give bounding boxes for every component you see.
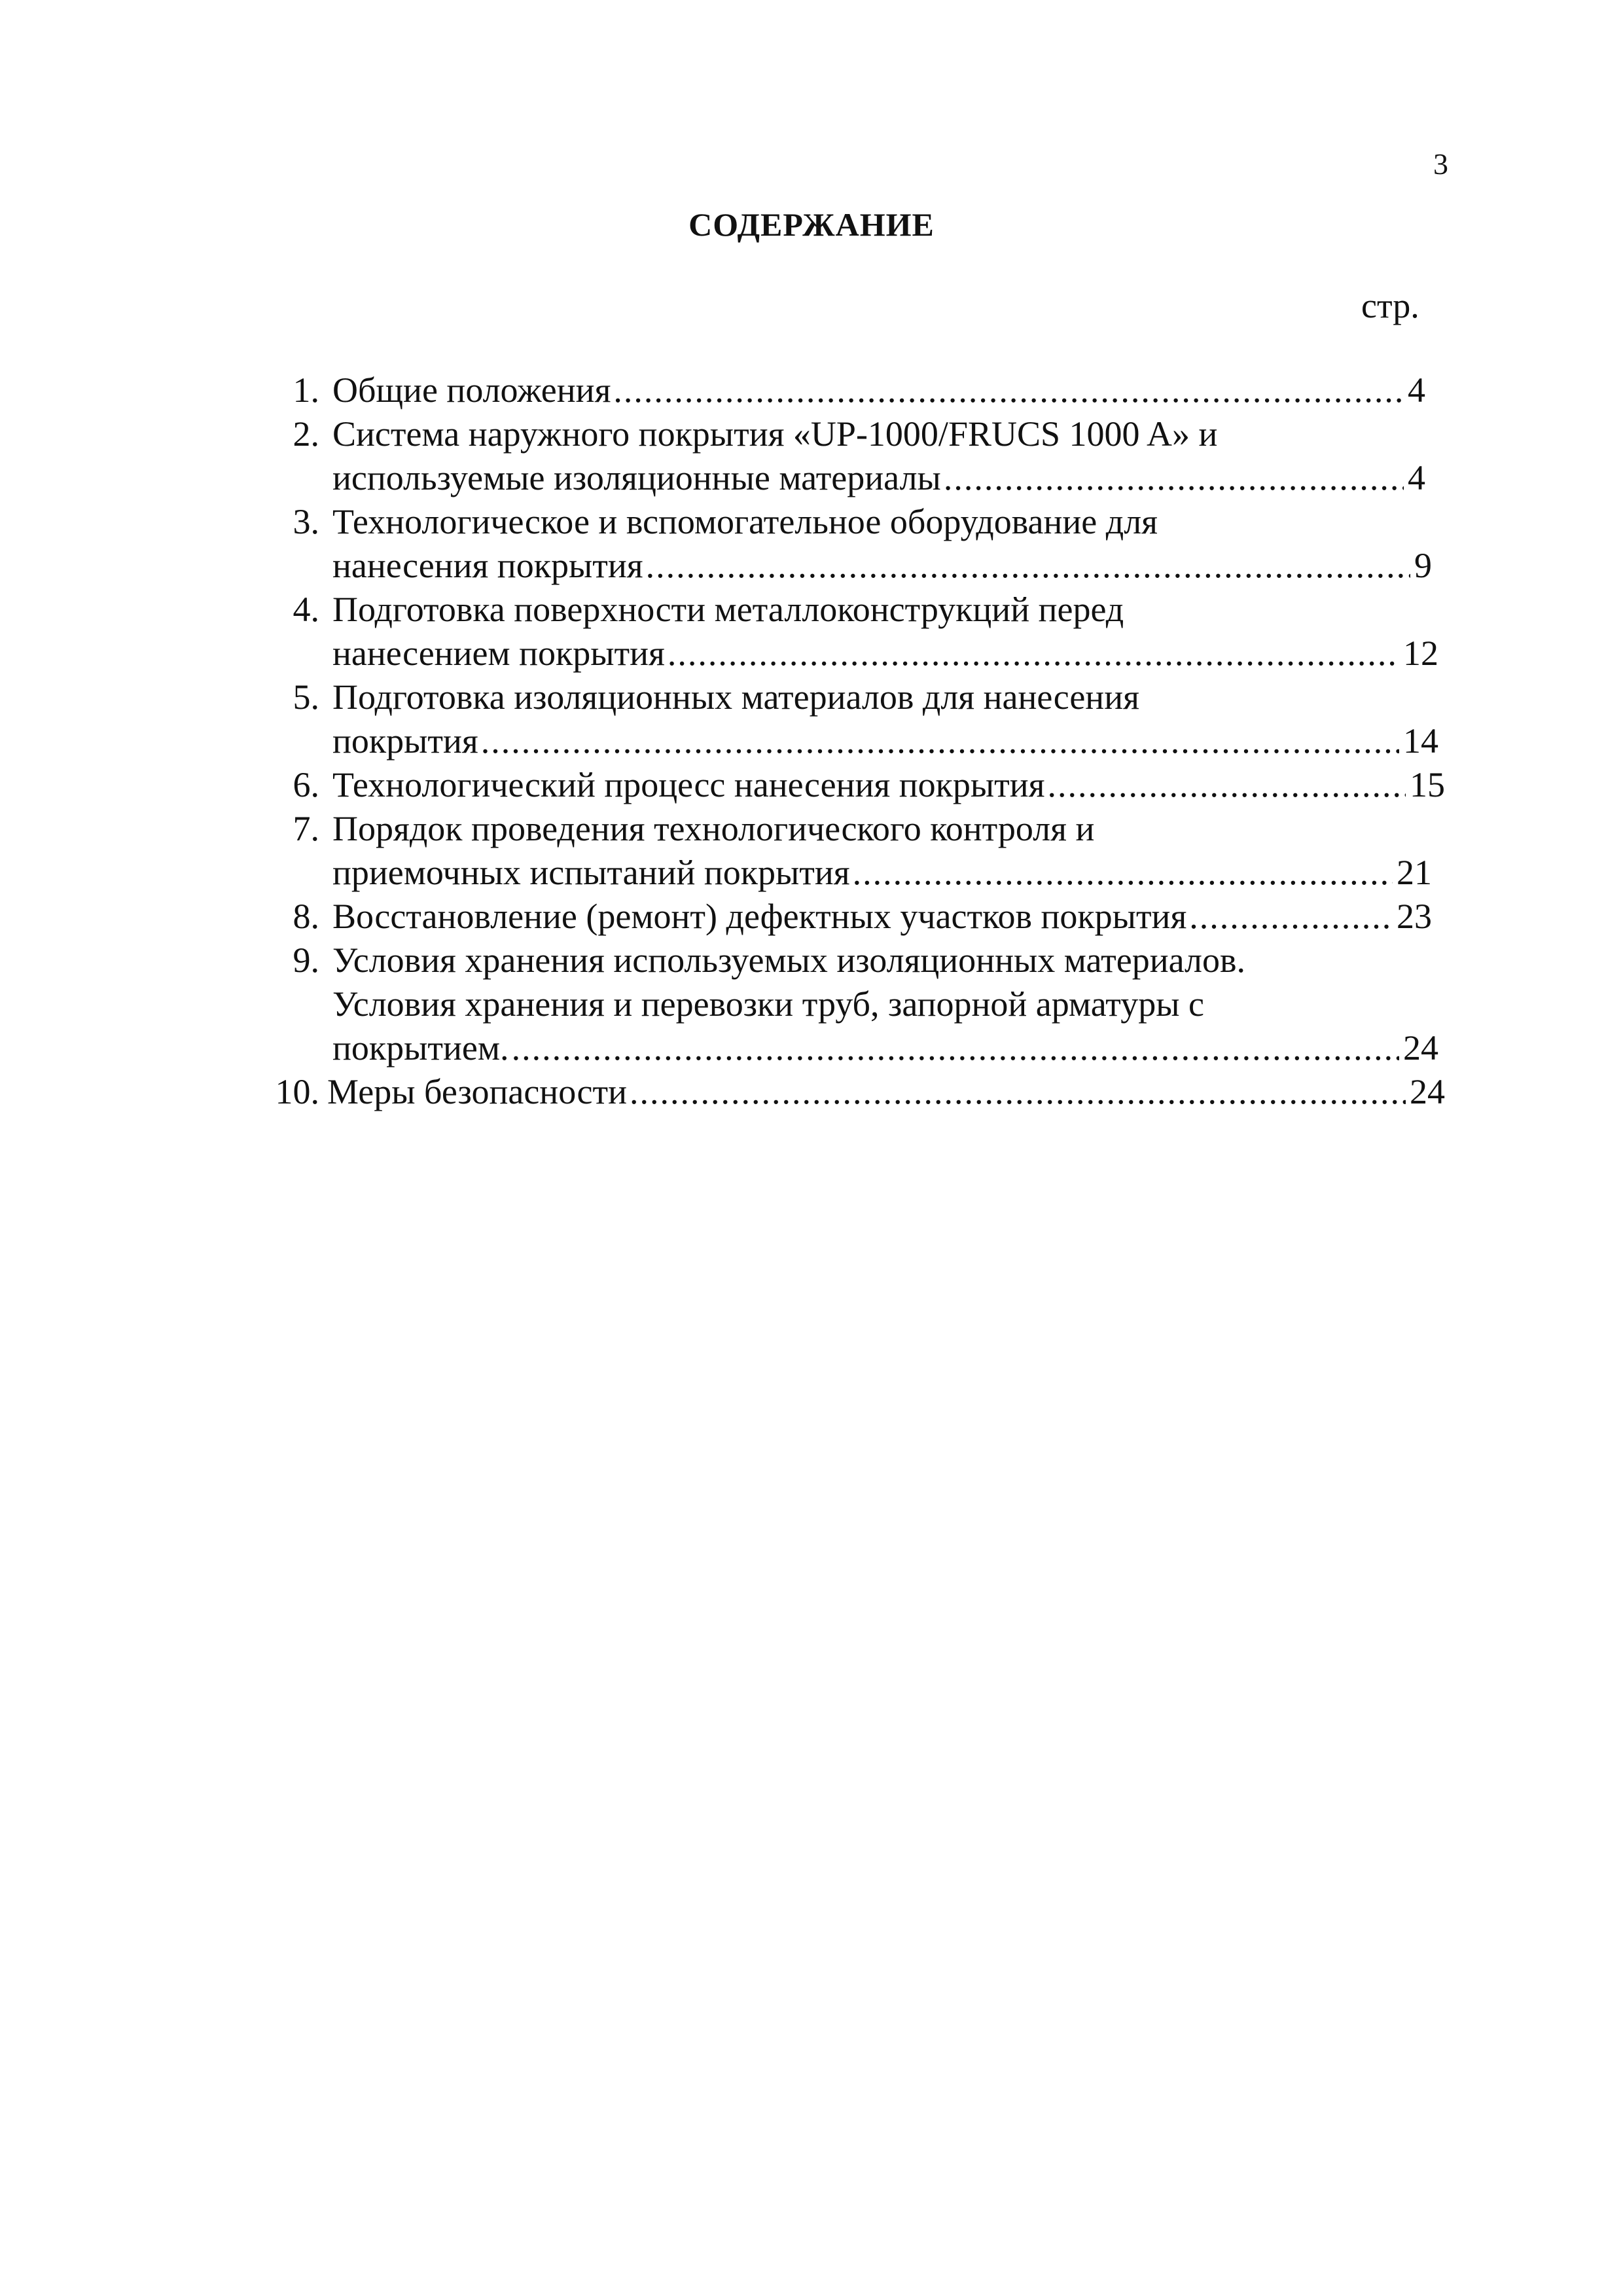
dot-leader <box>512 1026 1399 1070</box>
page-title: СОДЕРЖАНИЕ <box>688 206 935 243</box>
toc-item-number: 5. <box>293 677 319 717</box>
dot-leader <box>668 632 1399 675</box>
toc-item-label: покрытия <box>332 721 478 761</box>
toc-item-label: Технологический процесс нанесения покрытия <box>332 765 1045 804</box>
toc-item[interactable] <box>267 412 1438 456</box>
pages-column-header: стр. <box>1361 286 1419 325</box>
toc-leader-line <box>332 456 1425 500</box>
toc-leader-line <box>332 719 1438 763</box>
toc-item-page: 15 <box>1410 765 1445 804</box>
toc-item-number: 4. <box>293 590 319 629</box>
toc-item-page: 24 <box>1403 1028 1438 1067</box>
toc-item-number: 2. <box>293 414 319 454</box>
toc-leader-line <box>332 895 1432 939</box>
toc-leader-line <box>332 544 1432 588</box>
toc-item-label: нанесения покрытия <box>332 546 643 585</box>
dot-leader <box>944 456 1404 500</box>
toc-leader-line <box>332 851 1432 895</box>
toc-item-page: 12 <box>1403 634 1438 673</box>
toc-item[interactable] <box>267 895 1438 939</box>
dot-leader <box>646 544 1410 588</box>
toc-item-label: Подготовка поверхности металлоконструкций перед <box>332 590 1124 629</box>
toc-item-label: Подготовка изоляционных материалов для нанесения <box>332 677 1139 717</box>
toc-item-page: 24 <box>1410 1072 1445 1111</box>
toc-item-label: нанесением покрытия <box>332 634 665 673</box>
toc-item-number: 6. <box>293 765 319 804</box>
toc-item[interactable] <box>267 939 1438 982</box>
page-number: 3 <box>1433 147 1448 181</box>
toc-item[interactable] <box>267 807 1438 851</box>
dot-leader <box>613 368 1404 412</box>
toc-item[interactable] <box>267 675 1438 719</box>
toc-item-continuation[interactable] <box>267 544 1438 588</box>
toc-item-label: Восстановление (ремонт) дефектных участков покрытия <box>332 897 1187 936</box>
toc-item[interactable] <box>267 368 1438 412</box>
toc-leader-line <box>332 763 1445 807</box>
toc-item-continuation[interactable] <box>267 982 1438 1026</box>
toc-item-label: покрытием. <box>332 1028 509 1067</box>
dot-leader <box>853 851 1393 895</box>
toc-item-continuation[interactable] <box>267 851 1438 895</box>
toc-item-continuation[interactable] <box>267 719 1438 763</box>
table-of-contents <box>267 368 1445 1114</box>
toc-item-number: 3. <box>293 502 319 541</box>
toc-item-label: Система наружного покрытия «UP-1000/FRUCS 1000 A» и <box>332 414 1218 454</box>
toc-item-page: 14 <box>1403 721 1438 761</box>
toc-item-label: используемые изоляционные материалы <box>332 458 941 497</box>
toc-item-label: Условия хранения используемых изоляционных материалов. <box>332 941 1245 980</box>
toc-item-label: приемочных испытаний покрытия <box>332 853 850 892</box>
toc-item-page: 21 <box>1397 853 1432 892</box>
toc-leader-line <box>332 1026 1438 1070</box>
toc-item-page: 4 <box>1408 370 1425 410</box>
dot-leader <box>1189 895 1393 939</box>
toc-leader-line <box>332 632 1438 675</box>
toc-item-number: 1. <box>293 370 319 410</box>
toc-item-page: 9 <box>1414 546 1432 585</box>
toc-item-number: 8. <box>293 897 319 936</box>
toc-item-number: 10. <box>275 1072 319 1111</box>
toc-leader-line <box>332 368 1425 412</box>
toc-leader-line <box>327 1070 1445 1114</box>
toc-item-label: Общие положения <box>332 370 611 410</box>
toc-item-label: Технологическое и вспомогательное оборудование для <box>332 502 1158 541</box>
toc-item-number: 9. <box>293 941 319 980</box>
dot-leader <box>1047 763 1406 807</box>
dot-leader <box>630 1070 1406 1114</box>
toc-item[interactable] <box>267 588 1438 632</box>
toc-item-label: Порядок проведения технологического контроля и <box>332 809 1095 848</box>
toc-item[interactable] <box>267 500 1438 544</box>
toc-item-label: Условия хранения и перевозки труб, запорной арматуры с <box>332 984 1204 1024</box>
toc-item-page: 4 <box>1408 458 1425 497</box>
toc-item[interactable] <box>267 1070 1445 1114</box>
toc-item-continuation[interactable] <box>267 456 1438 500</box>
toc-item-label: Меры безопасности <box>327 1072 627 1111</box>
toc-item-number: 7. <box>293 809 319 848</box>
toc-item[interactable] <box>267 763 1445 807</box>
dot-leader <box>481 719 1399 763</box>
toc-item-page: 23 <box>1397 897 1432 936</box>
toc-item-continuation[interactable] <box>267 1026 1438 1070</box>
toc-item-continuation[interactable] <box>267 632 1438 675</box>
